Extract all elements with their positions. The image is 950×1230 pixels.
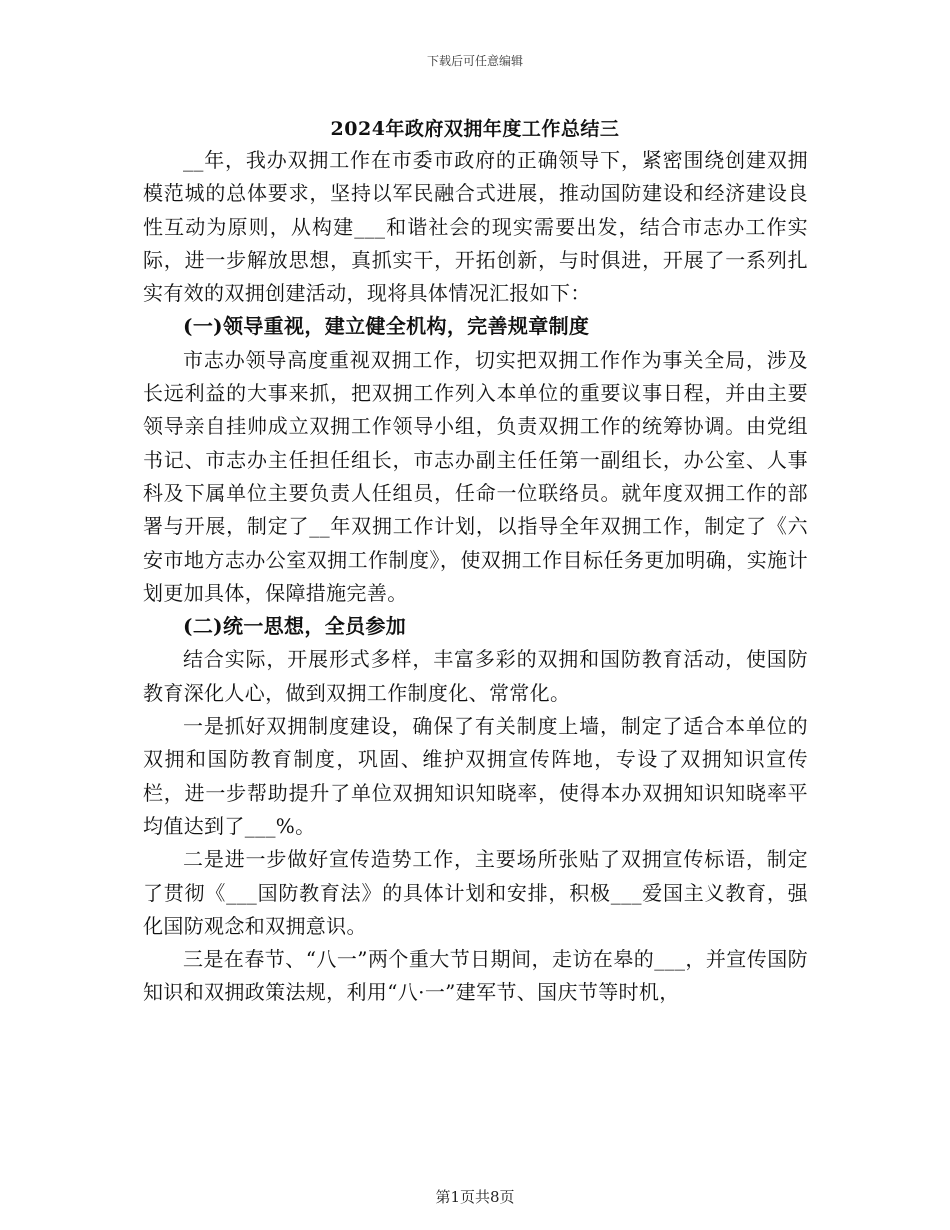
paragraph-point-3: 三是在春节、“八一”两个重大节日期间，走访在皋的___，并宣传国防知识和双拥政策法规，利用“八·一”建军节、国庆节等时机， — [143, 947, 808, 1005]
paragraph-point-2: 二是进一步做好宣传造势工作，主要场所张贴了双拥宣传标语，制定了贯彻《___国防教育法》的具体计划和安排，积极___爱国主义教育，强化国防观念和双拥意识。 — [143, 847, 808, 938]
document-title: 2024年政府双拥年度工作总结三 — [330, 118, 620, 140]
section-heading-1: (一)领导重视，建立健全机构，完善规章制度 — [183, 314, 590, 339]
paragraph-point-1: 一是抓好双拥制度建设，确保了有关制度上墙，制定了适合本单位的双拥和国防教育制度，巩固、维护双拥宣传阵地，专设了双拥知识宣传栏，进一步帮助提升了单位双拥知识知晓率，使得本办双拥知识知晓率平均值达到了___%。 — [143, 714, 808, 838]
paragraph-leadership: 市志办领导高度重视双拥工作，切实把双拥工作作为事关全局，涉及长远利益的大事来抓，把双拥工作列入本单位的重要议事日程，并由主要领导亲自挂帅成立双拥工作领导小组，负责双拥工作的统筹协调。由党组书记、市志办主任担任组长，市志办副主任任第一副组长，办公室、人事科及下属单位主要负责人任组员，任命一位联络员。就年度双拥工作的部署与开展，制定了__年双拥工作计划，以指导全年双拥工作，制定了《六安市地方志办公室双拥工作制度》，使双拥工作目标任务更加明确，实施计划更加具体，保障措施完善。 — [143, 347, 808, 605]
paragraph-activities: 结合实际，开展形式多样，丰富多彩的双拥和国防教育活动，使国防教育深化人心，做到双拥工作制度化、常常化。 — [143, 647, 808, 705]
section-heading-2: (二)统一思想，全员参加 — [183, 614, 407, 639]
document-body — [143, 144, 808, 1010]
page-header-note: 下载后可任意编辑 — [426, 54, 523, 68]
paragraph-intro: __年，我办双拥工作在市委市政府的正确领导下，紧密围绕创建双拥模范城的总体要求，坚持以军民融合式进展，推动国防建设和经济建设良性互动为原则，从构建___和谐社会的现实需要出发，结合市志办工作实际，进一步解放思想，真抓实干，开拓创新，与时俱进，开展了一系列扎实有效的双拥创建活动，现将具体情况汇报如下： — [143, 148, 808, 306]
page-number: 第1页共8页 — [435, 1188, 515, 1206]
